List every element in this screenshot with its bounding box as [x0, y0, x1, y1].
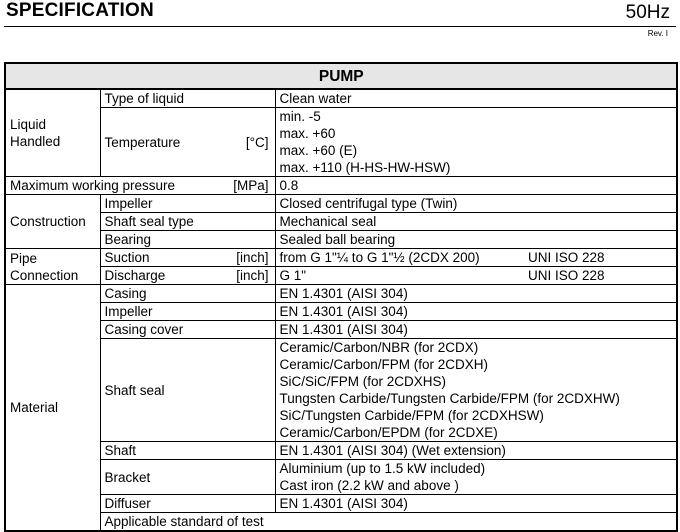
diffuser-value: EN 1.4301 (AISI 304) — [275, 495, 677, 513]
shaft-value: EN 1.4301 (AISI 304) (Wet extension) — [275, 442, 677, 460]
type-of-liquid-label: Type of liquid — [100, 89, 275, 108]
discharge-cell — [100, 267, 275, 285]
shaft-seal-value: SiC/Tungsten Carbide/FPM (for 2CDXHSW) — [279, 408, 544, 423]
table-row — [5, 513, 677, 532]
suction-standard: UNI ISO 228 — [528, 250, 605, 265]
suction-unit: [inch] — [236, 250, 269, 265]
table-row — [5, 177, 677, 195]
table-row — [5, 495, 677, 513]
diffuser-label: Diffuser — [100, 495, 275, 513]
table-row — [5, 108, 677, 177]
temperature-cell — [100, 108, 275, 177]
construction-value: Sealed ball bearing — [275, 231, 677, 249]
temperature-value: max. +110 (H-HS-HW-HSW) — [279, 160, 451, 175]
group-construction: Construction — [5, 195, 100, 249]
group-material: Material — [5, 285, 100, 532]
temperature-value: min. -5 — [279, 109, 321, 124]
temperature-unit: [°C] — [245, 134, 269, 150]
revision-label: Rev. I — [647, 29, 668, 38]
suction-cell — [100, 249, 275, 267]
page-title: SPECIFICATION — [6, 0, 154, 21]
discharge-value-cell — [275, 267, 677, 285]
suction-value: from G 1"¼ to G 1"½ (2CDX 200) — [279, 250, 480, 265]
standard-label: Applicable standard of test — [100, 513, 677, 532]
table-row — [5, 303, 677, 321]
table-row — [5, 442, 677, 460]
table-row — [5, 285, 677, 303]
shaft-seal-value: SiC/SiC/FPM (for 2CDXHS) — [279, 374, 447, 389]
discharge-unit: [inch] — [236, 268, 269, 283]
bracket-value: Aluminium (up to 1.5 kW included) — [279, 461, 486, 476]
discharge-standard: UNI ISO 228 — [528, 268, 605, 283]
casing-cover-label: Casing cover — [100, 321, 275, 339]
temperature-values — [275, 108, 677, 177]
shaft-seal-value: Ceramic/Carbon/EPDM (for 2CDXE) — [279, 425, 498, 440]
frequency-label: 50Hz — [625, 2, 670, 23]
shaft-seal-label: Shaft seal — [100, 339, 275, 442]
table-row — [5, 213, 677, 231]
shaft-label: Shaft — [100, 442, 275, 460]
casing-label: Casing — [100, 285, 275, 303]
shaft-seal-value: Ceramic/Carbon/FPM (for 2CDXH) — [279, 357, 489, 372]
temperature-label: Temperature — [104, 134, 181, 150]
table-row — [5, 63, 677, 89]
group-pipe-connection: Pipe Connection — [5, 249, 100, 285]
suction-value-cell — [275, 249, 677, 267]
table-row — [5, 339, 677, 442]
impeller-label: Impeller — [100, 303, 275, 321]
group-liquid-handled: Liquid Handled — [5, 89, 100, 177]
table-row — [5, 460, 677, 495]
section-title: PUMP — [5, 63, 677, 89]
pressure-unit: [MPa] — [233, 178, 269, 193]
construction-label: Impeller — [100, 195, 275, 213]
table-row — [5, 231, 677, 249]
casing-value: EN 1.4301 (AISI 304) — [275, 285, 677, 303]
construction-value: Mechanical seal — [275, 213, 677, 231]
table-row — [5, 267, 677, 285]
pressure-cell — [5, 177, 275, 195]
table-row — [5, 89, 677, 108]
bracket-label: Bracket — [100, 460, 275, 495]
shaft-seal-value: Tungsten Carbide/Tungsten Carbide/FPM (for 2CDXHW) — [279, 391, 620, 406]
bracket-value: Cast iron (2.2 kW and above ) — [279, 478, 459, 493]
header-divider — [4, 26, 676, 27]
discharge-value: G 1" — [279, 268, 307, 283]
shaft-seal-value: Ceramic/Carbon/NBR (for 2CDX) — [279, 340, 479, 355]
shaft-seal-values — [275, 339, 677, 442]
pressure-value: 0.8 — [275, 177, 677, 195]
pump-spec-table — [4, 62, 678, 532]
temperature-value: max. +60 (E) — [279, 143, 358, 158]
bracket-values — [275, 460, 677, 495]
casing-cover-value: EN 1.4301 (AISI 304) — [275, 321, 677, 339]
discharge-label: Discharge — [104, 268, 166, 283]
construction-label: Bearing — [100, 231, 275, 249]
construction-value: Closed centrifugal type (Twin) — [275, 195, 677, 213]
table-row — [5, 249, 677, 267]
impeller-value: EN 1.4301 (AISI 304) — [275, 303, 677, 321]
table-row — [5, 321, 677, 339]
pressure-label: Maximum working pressure — [10, 178, 176, 193]
table-row — [5, 195, 677, 213]
construction-label: Shaft seal type — [100, 213, 275, 231]
type-of-liquid-value: Clean water — [275, 89, 677, 108]
suction-label: Suction — [104, 250, 150, 265]
temperature-value: max. +60 — [279, 126, 336, 141]
